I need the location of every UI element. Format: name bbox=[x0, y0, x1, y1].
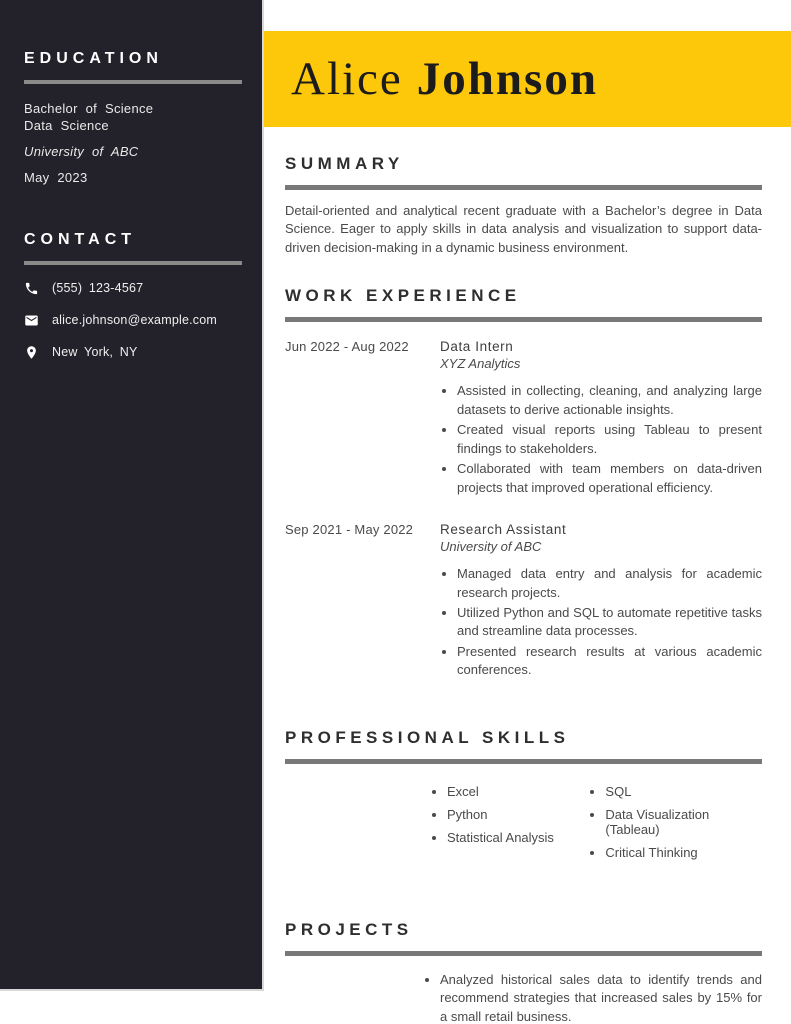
job-entry bbox=[285, 339, 762, 499]
projects-heading: PROJECTS bbox=[285, 919, 413, 939]
section-professional-skills bbox=[285, 728, 762, 868]
candidate-last-name: Johnson bbox=[416, 53, 598, 105]
job-company: XYZ Analytics bbox=[440, 356, 521, 372]
contact-row-email bbox=[24, 313, 242, 328]
name-banner bbox=[264, 31, 791, 127]
skill-item: • Excel bbox=[447, 784, 588, 799]
sidebar-section-contact bbox=[24, 231, 242, 360]
skill-item: • Critical Thinking bbox=[605, 845, 762, 860]
skills-columns bbox=[430, 784, 762, 868]
section-summary bbox=[285, 154, 762, 257]
job-title: Research Assistant bbox=[440, 522, 567, 538]
skill-item: • Statistical Analysis bbox=[447, 830, 588, 845]
main-content bbox=[264, 127, 791, 1024]
job-bullet: • Assisted in collecting, cleaning, and analyzing large datasets to derive actionable insights. bbox=[457, 382, 762, 419]
candidate-first-name: Alice bbox=[291, 53, 403, 105]
work-experience-heading: WORK EXPERIENCE bbox=[285, 286, 521, 306]
sidebar bbox=[0, 0, 264, 991]
work-experience-divider bbox=[285, 317, 762, 322]
summary-heading: SUMMARY bbox=[285, 154, 404, 173]
summary-divider bbox=[285, 185, 762, 190]
project-bullet: • Analyzed historical sales data to identify trends and recommend strategies that increased sales by 15% for a small retail business. bbox=[440, 971, 762, 1024]
job-entry bbox=[285, 522, 762, 682]
job-bullet: • Presented research results at various academic conferences. bbox=[457, 643, 762, 680]
professional-skills-divider bbox=[285, 759, 762, 764]
skill-item: • Python bbox=[447, 807, 588, 822]
sidebar-section-education bbox=[24, 50, 242, 187]
section-work-experience bbox=[285, 286, 762, 681]
contact-phone-value: (555) 123-4567 bbox=[52, 281, 144, 296]
projects-body bbox=[423, 971, 762, 1024]
education-degree-line1: Bachelor of Science bbox=[24, 101, 154, 116]
job-bullet-list bbox=[440, 565, 762, 680]
skill-item: • Data Visualization (Tableau) bbox=[605, 807, 762, 837]
contact-row-location bbox=[24, 345, 242, 360]
contact-heading: CONTACT bbox=[24, 230, 137, 248]
job-details bbox=[440, 522, 762, 682]
education-institution: University of ABC bbox=[24, 144, 139, 160]
job-title: Data Intern bbox=[440, 339, 514, 355]
skills-column-2 bbox=[588, 784, 762, 868]
job-company: University of ABC bbox=[440, 539, 542, 555]
job-bullet: • Utilized Python and SQL to automate repetitive tasks and streamline data processes. bbox=[457, 604, 762, 641]
education-date: May 2023 bbox=[24, 170, 88, 186]
projects-divider bbox=[285, 951, 762, 956]
job-bullet: • Created visual reports using Tableau to present findings to stakeholders. bbox=[457, 421, 762, 458]
education-divider bbox=[24, 80, 242, 84]
phone-icon bbox=[24, 281, 39, 296]
job-bullet: • Managed data entry and analysis for academic research projects. bbox=[457, 565, 762, 602]
contact-location-value: New York, NY bbox=[52, 345, 138, 360]
envelope-icon bbox=[24, 313, 39, 328]
contact-divider bbox=[24, 261, 242, 265]
job-dates: Jun 2022 - Aug 2022 bbox=[285, 339, 409, 355]
contact-email-value: alice.johnson@example.com bbox=[52, 313, 217, 328]
summary-text: Detail-oriented and analytical recent graduate with a Bachelor’s degree in Data Science. Eager to apply skills in data analysis and visualization to support data-driven decision-making in a dynamic business environment. bbox=[285, 203, 762, 255]
location-pin-icon bbox=[24, 345, 39, 360]
job-bullet: • Collaborated with team members on data-driven projects that improved operational efficiency. bbox=[457, 460, 762, 497]
job-dates: Sep 2021 - May 2022 bbox=[285, 522, 414, 538]
project-bullet-list bbox=[423, 971, 762, 1024]
contact-row-phone bbox=[24, 281, 242, 296]
skills-column-1 bbox=[430, 784, 588, 868]
education-heading: EDUCATION bbox=[24, 50, 163, 67]
job-details bbox=[440, 339, 762, 499]
education-degree-line2: Data Science bbox=[24, 118, 109, 134]
skill-item: • SQL bbox=[605, 784, 762, 799]
professional-skills-heading: PROFESSIONAL SKILLS bbox=[285, 727, 570, 747]
section-projects bbox=[285, 920, 762, 1024]
candidate-name bbox=[291, 52, 598, 106]
job-bullet-list bbox=[440, 382, 762, 497]
